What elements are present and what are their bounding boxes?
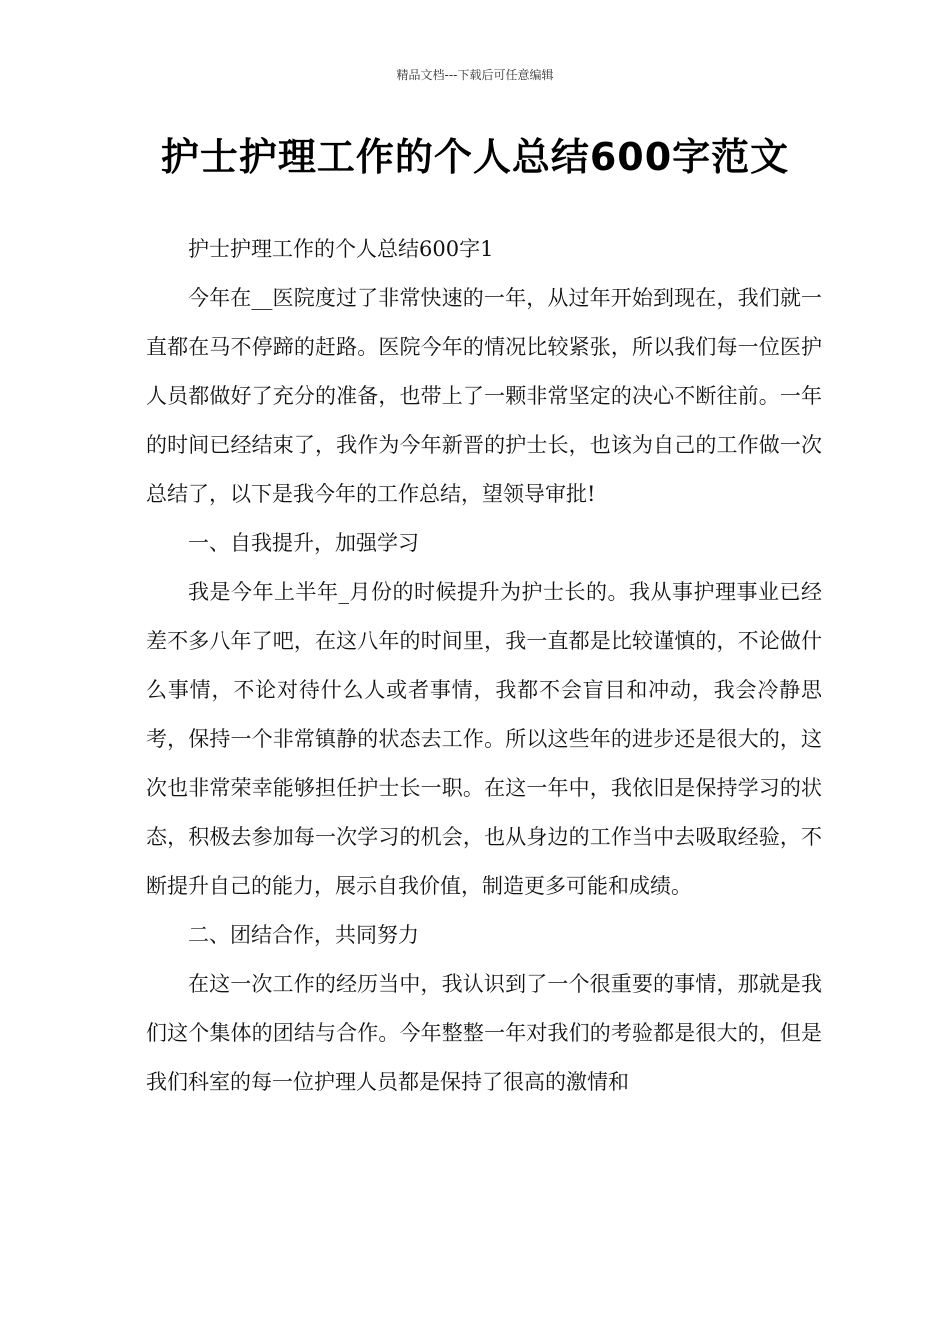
document-title: 护士护理工作的个人总结600字范文: [160, 135, 790, 179]
section-heading-self-improvement: 一、自我提升，加强学习: [188, 531, 419, 555]
paragraph-self-improvement: 我是今年上半年_月份的时候提升为护士长的。我从事护理事业已经差不多八年了吧，在这八年的时间里，我一直都是比较谨慎的，不论做什么事情，不论对待什么人或者事情，我都不会盲目和冲动，我会冷静思考，保持一个非常镇静的状态去工作。所以这些年的进步还是很大的，这次也非常荣幸能够担任护士长一职。在这一年中，我依旧是保持学习的状态，积极去参加每一次学习的机会，也从身边的工作当中去吸取经验，不断提升自己的能力，展示自我价值，制造更多可能和成绩。: [146, 580, 822, 898]
document-body: [146, 225, 822, 1107]
section-heading-main: 护士护理工作的个人总结600字1: [188, 237, 494, 261]
section-heading-teamwork: 二、团结合作，共同努力: [188, 923, 419, 947]
paragraph-teamwork: 在这一次工作的经历当中，我认识到了一个很重要的事情，那就是我们这个集体的团结与合作。今年整整一年对我们的考验都是很大的，但是我们科室的每一位护理人员都是保持了很高的激情和: [146, 972, 822, 1094]
paragraph-intro: 今年在__医院度过了非常快速的一年，从过年开始到现在，我们就一直都在马不停蹄的赶路。医院今年的情况比较紧张，所以我们每一位医护人员都做好了充分的准备，也带上了一颗非常坚定的决心不断往前。一年的时间已经结束了，我作为今年新晋的护士长，也该为自己的工作做一次总结了，以下是我今年的工作总结，望领导审批!: [146, 286, 822, 506]
header-note: 精品文档---下载后可任意编辑: [396, 68, 554, 82]
